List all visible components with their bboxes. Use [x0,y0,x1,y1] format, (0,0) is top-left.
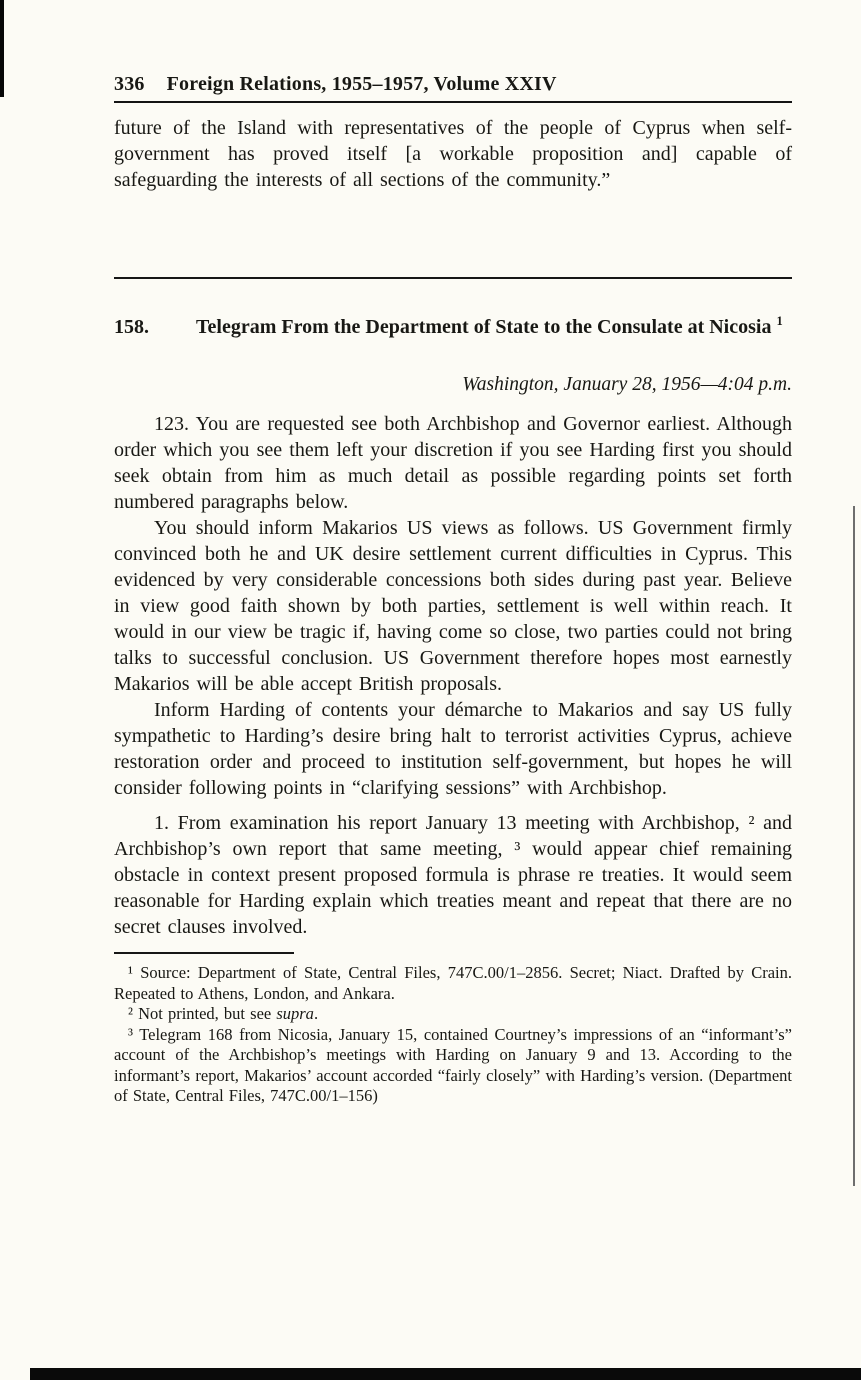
paragraph-3: Inform Harding of contents your démarche to Makarios and say US fully sympathetic to Harding’s desire bring halt to terrorist activities Cyprus, achieve restoration order and proceed to institution self-government, but hopes he will consider following points in “clarifying sessions” with Archbishop. [114,699,792,799]
footnote-3: ³ Telegram 168 from Nicosia, January 15, contained Courtney’s impressions of an “informant’s” account of the Archbishop’s meetings with Harding on January 9 and 13. According to the informant’s report, Makarios’ account accorded “fairly closely” with Harding’s version. (Department of State, Central Files, 747C.00/1–156) [114,1024,792,1105]
scan-artifact-left-edge [0,0,4,97]
scan-artifact-bottom-bar [30,1368,861,1380]
document-heading [114,313,792,341]
footnote-2 [114,1004,792,1025]
paragraph-2: You should inform Makarios US views as follows. US Government firmly convinced both he and UK desire settlement current difficulties in Cyprus. This evidenced by very considerable concessions both sides during past year. Believe in view good faith shown by both parties, settlement is well within reach. It would in our view be tragic if, having come so close, two parties could not bring talks to successful conclusion. US Government therefore hopes most earnestly Makarios will be able accept British proposals. [114,517,792,695]
document-title [196,313,792,341]
continuation-paragraph: future of the Island with representatives of the people of Cyprus when self-government has proved itself [a workable proposition and] capable of safeguarding the interests of all sections of the community.” [114,117,792,191]
footnote-ref-1: 1 [776,314,783,329]
running-header-title: Foreign Relations, 1955–1957, Volume XXIV [166,73,557,95]
document-title-text: Telegram From the Department of State to the Consulate at Nicosia [196,316,772,338]
page-number: 336 [114,73,145,95]
paragraph-1: 123. You are requested see both Archbishop and Governor earliest. Although order which you see them left your discretion if you see Harding first you should seek obtain from him as much detail as possible regarding points set forth numbered paragraphs below. [114,413,792,513]
page-content [114,0,792,1107]
paragraph-4: 1. From examination his report January 13 meeting with Archbishop, ² and Archbishop’s own report that same meeting, ³ would appear chief remaining obstacle in context present proposed formula is phrase re treaties. It would seem reasonable for Harding explain which treaties meant and repeat that there are no secret clauses involved. [114,812,792,938]
footnote-2-text: ² Not printed, but see [128,1004,277,1023]
footnote-separator-rule [114,952,294,954]
footnotes-section [114,963,792,1107]
footnote-2-italic: supra [276,1004,314,1023]
scan-artifact-right-line [853,506,855,1186]
footnote-2-period: . [313,1004,319,1023]
running-header [114,72,792,103]
dateline: Washington, January 28, 1956—4:04 p.m. [462,374,792,395]
document-number: 158. [114,316,149,338]
footnote-1: ¹ Source: Department of State, Central Files, 747C.00/1–2856. Secret; Niact. Drafted by Crain. Repeated to Athens, London, and Ankara. [114,963,792,1003]
section-divider-rule [114,277,792,279]
